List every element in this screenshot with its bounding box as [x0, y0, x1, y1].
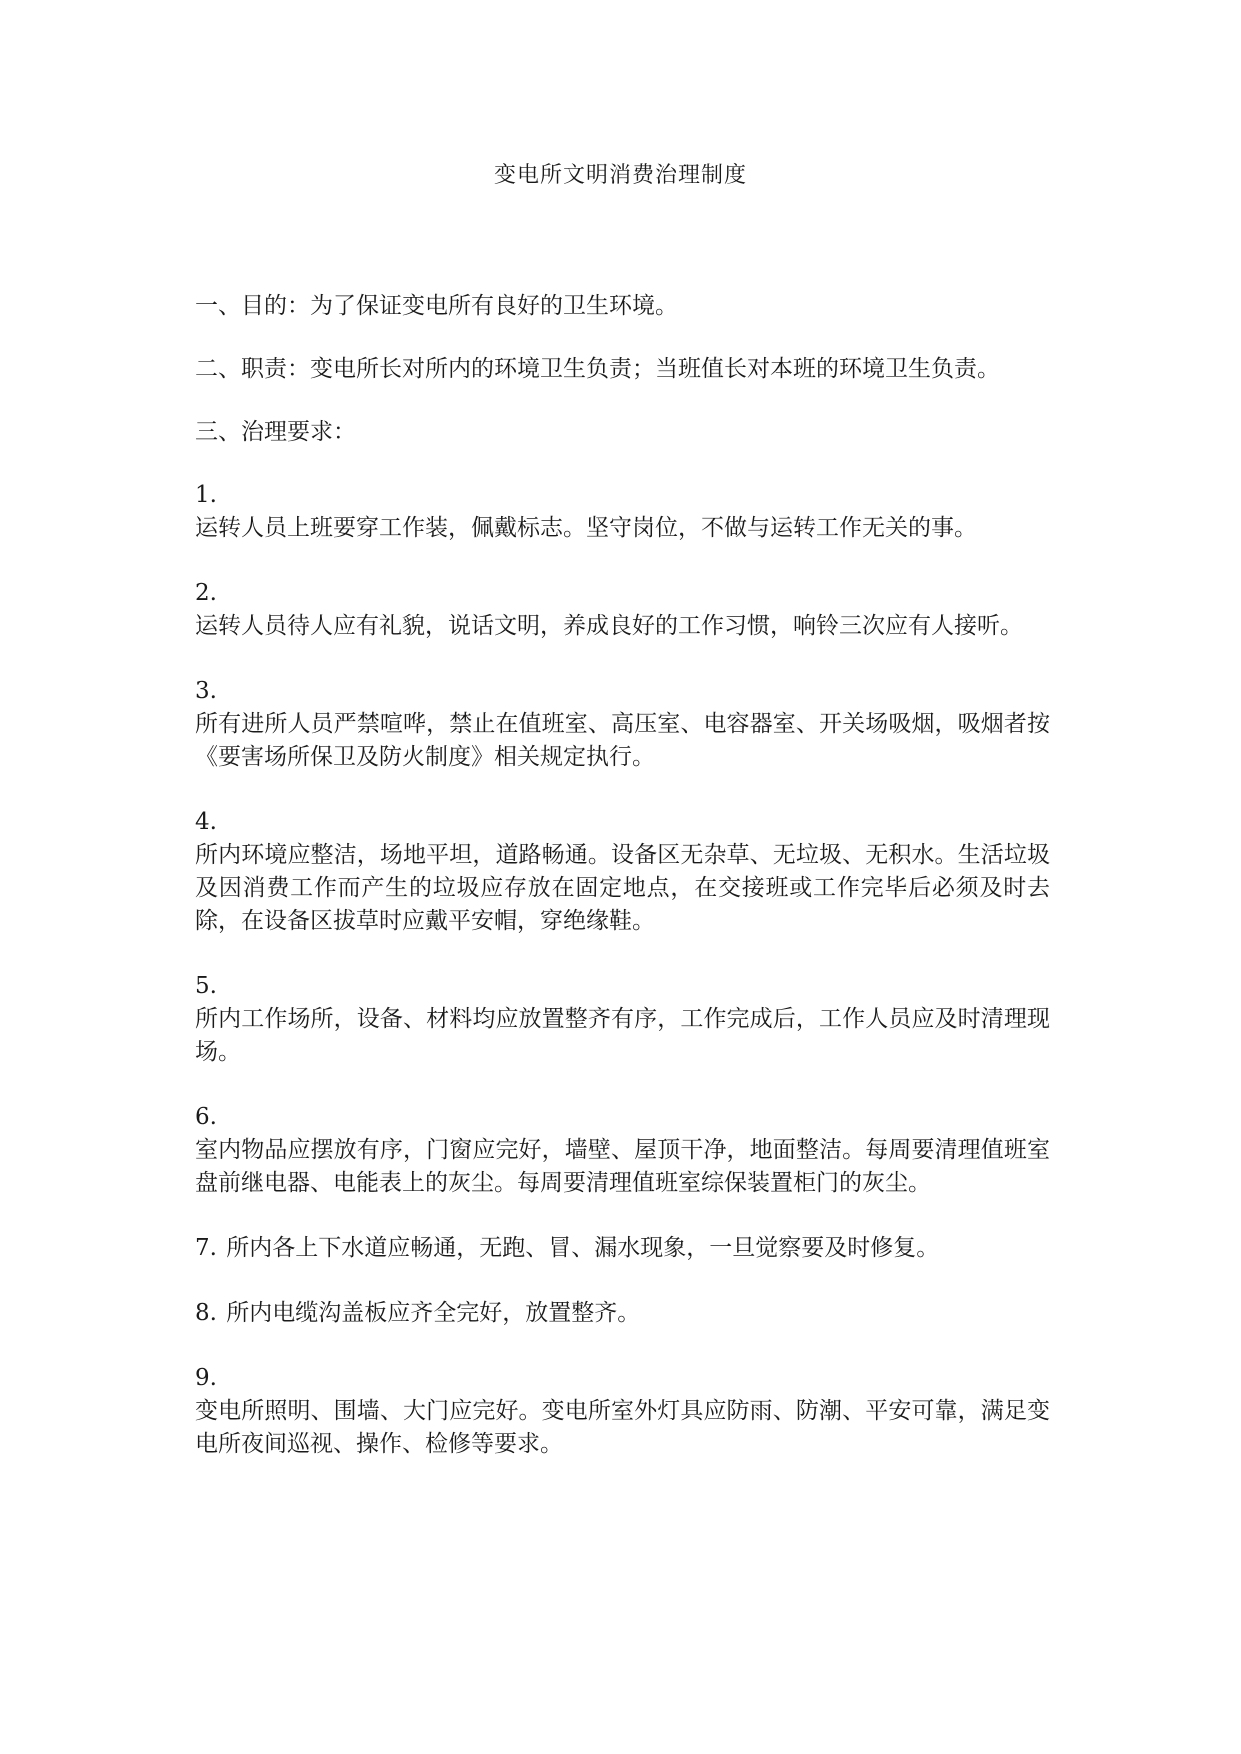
item-number: 6.: [195, 1104, 217, 1130]
item-number: 8.: [195, 1300, 217, 1326]
requirements-heading: 三、治理要求：: [195, 419, 356, 445]
item-text: 所内环境应整洁，场地平坦，道路畅通。设备区无杂草、无垃圾、无积水。生活垃圾及因消费工作而产生的垃圾应存放在固定地点，在交接班或工作完毕后必须及时去除，在设备区拔草时应戴平安帽，穿绝缘鞋。: [195, 842, 1050, 934]
item-text: 运转人员待人应有礼貌，说话文明，养成良好的工作习惯，响铃三次应有人接听。: [195, 613, 1023, 639]
item-text: 室内物品应摆放有序，门窗应完好，墙壁、屋顶干净，地面整洁。每周要清理值班室盘前继电器、电能表上的灰尘。每周要清理值班室综保装置柜门的灰尘。: [195, 1137, 1050, 1196]
item-number: 5.: [195, 973, 217, 999]
item-text: 所有进所人员严禁喧哗，禁止在值班室、高压室、电容器室、开关场吸烟，吸烟者按《要害场所保卫及防火制度》相关规定执行。: [195, 711, 1050, 770]
document-title: 变电所文明消费治理制度: [493, 163, 747, 188]
list-item: [195, 1297, 1050, 1330]
item-text: 变电所照明、围墙、大门应完好。变电所室外灯具应防雨、防潮、平安可靠，满足变电所夜间巡视、操作、检修等要求。: [195, 1398, 1050, 1457]
item-text: 所内电缆沟盖板应齐全完好，放置整齐。: [226, 1300, 641, 1326]
item-text: 所内各上下水道应畅通，无跑、冒、漏水现象，一旦觉察要及时修复。: [226, 1235, 940, 1261]
item-text: 所内工作场所，设备、材料均应放置整齐有序，工作完成后，工作人员应及时清理现场。: [195, 1006, 1050, 1065]
list-item: [195, 1101, 1050, 1200]
list-item: [195, 675, 1050, 774]
list-item: [195, 1362, 1050, 1461]
list-item: [195, 577, 1050, 643]
list-item: [195, 479, 1050, 545]
list-item: [195, 1232, 1050, 1265]
item-number: 9.: [195, 1365, 217, 1391]
item-number: 3.: [195, 678, 217, 704]
item-number: 1.: [195, 482, 217, 508]
purpose-paragraph: 一、目的：为了保证变电所有良好的卫生环境。: [195, 293, 678, 319]
item-text: 运转人员上班要穿工作装，佩戴标志。坚守岗位，不做与运转工作无关的事。: [195, 515, 977, 541]
duty-paragraph: 二、职责：变电所长对所内的环境卫生负责；当班值长对本班的环境卫生负责。: [195, 356, 1000, 382]
list-item: [195, 970, 1050, 1069]
list-item: [195, 806, 1050, 938]
document-body: [195, 290, 1050, 1493]
item-number: 7.: [195, 1235, 217, 1261]
item-number: 4.: [195, 809, 217, 835]
item-number: 2.: [195, 580, 217, 606]
